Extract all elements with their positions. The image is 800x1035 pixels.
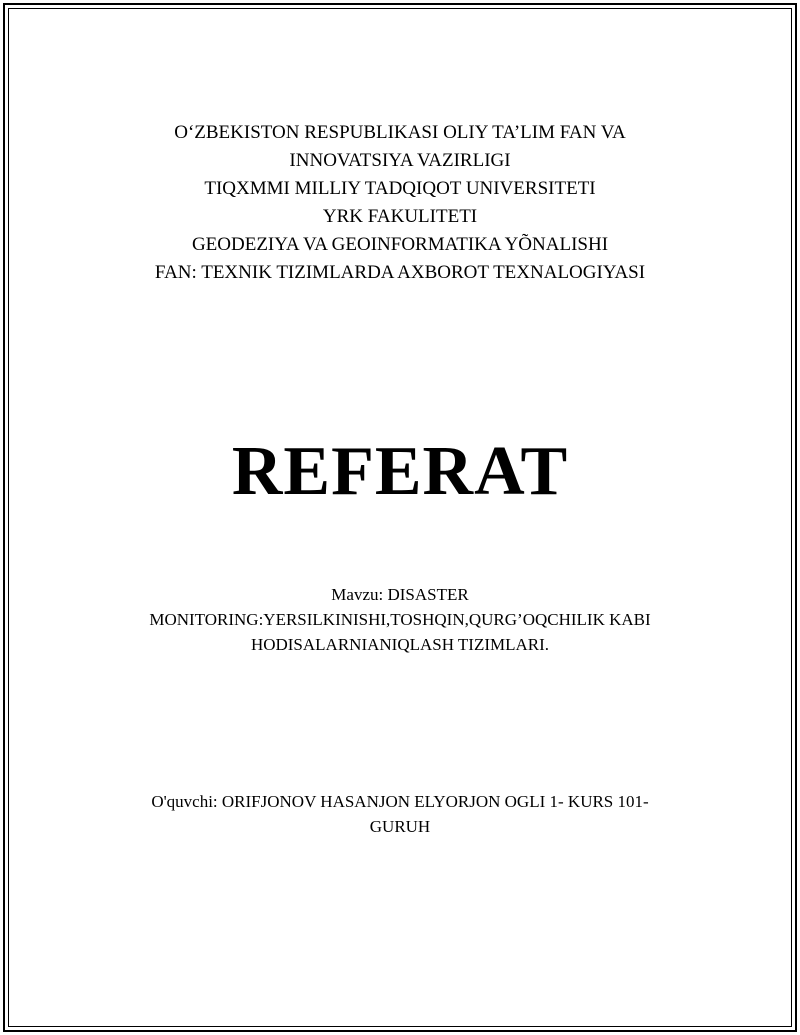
topic-line-2: MONITORING:YERSILKINISHI,TOSHQIN,QURG’OQCHILIK KABI <box>149 610 651 629</box>
header-line-subject: FAN: TEXNIK TIZIMLARDA AXBOROT TEXNALOGIYASI <box>154 262 646 283</box>
header-line-university: TIQXMMI MILLIY TADQIQOT UNIVERSITETI <box>204 178 596 199</box>
topic-block <box>0 582 800 657</box>
student-block <box>0 789 800 839</box>
topic-line-3: HODISALARNIANIQLASH TIZIMLARI. <box>250 635 550 654</box>
header-line-ministry-2: INNOVATSIYA VAZIRLIGI <box>289 150 511 171</box>
header-line-direction: GEODEZIYA VA GEOINFORMATIKA YÕNALISHI <box>191 234 609 255</box>
topic-line-1: Mavzu: DISASTER <box>331 585 469 604</box>
header-line-faculty: YRK FAKULITETI <box>322 206 478 227</box>
header-line-ministry-1: O‘ZBEKISTON RESPUBLIKASI OLIY TA’LIM FAN VA <box>174 122 626 143</box>
institution-header <box>0 119 800 287</box>
student-line-1: O'quvchi: ORIFJONOV HASANJON ELYORJON OGLI 1- KURS 101- <box>151 792 649 811</box>
document-title: REFERAT <box>231 433 569 510</box>
student-line-2: GURUH <box>369 817 431 836</box>
